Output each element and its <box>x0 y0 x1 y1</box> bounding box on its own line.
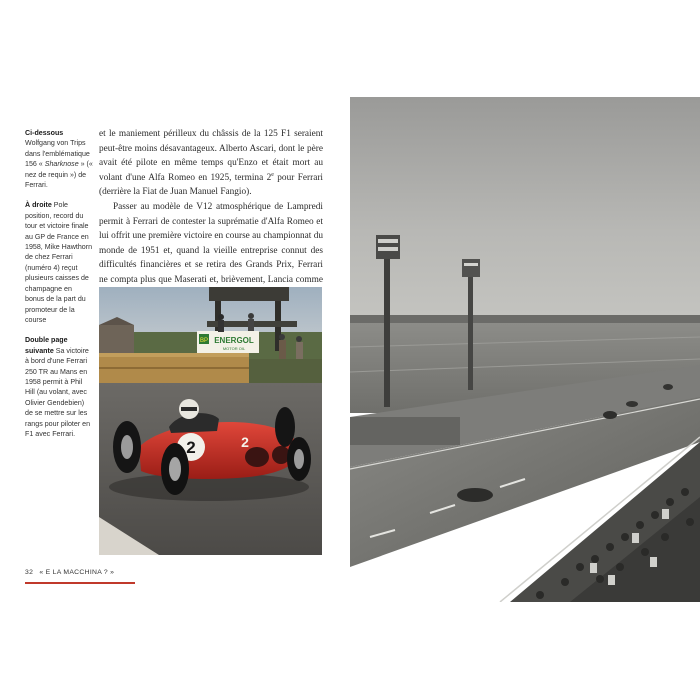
caption-heading: À droite <box>25 201 52 210</box>
running-title: « E LA MACCHINA ? » <box>39 569 115 576</box>
sign-energol-text: ENERGOL <box>214 336 254 345</box>
ordinal-superscript: e <box>271 171 274 178</box>
caption-sidebar <box>25 128 93 449</box>
caption-text: Pole position, record du tour et victoire finale au GP de France en 1958, Mike Hawthorn de chez Ferrari (numéro 4) reçut plusieurs caisses de champagne en bonus de la part du promoteur de la course <box>25 201 93 324</box>
caption-text-italic: Sharknose <box>44 160 79 169</box>
page-number: 32 <box>25 569 34 576</box>
sign-bp-text: BP <box>199 338 209 344</box>
caption-next-spread <box>25 335 93 439</box>
car-number-side: 2 <box>186 438 196 457</box>
caption-text: » (« nez de requin ») de Ferrari. <box>25 160 93 190</box>
body-text: et le maniement périlleux du châssis de la 125 F1 seraient peut-être moins désavantageux. Alberto Ascari, dont le père avait été pilote en même temps qu'Enzo et était mort au volant d'une Alfa Romeo en 1925, termina 2 <box>99 129 323 183</box>
photo-illustration <box>350 97 700 602</box>
car-number-nose: 2 <box>241 434 249 450</box>
photo-illustration <box>99 287 322 555</box>
caption-heading: Ci-dessous <box>25 129 64 137</box>
photo-french-gp-1958 <box>350 97 700 602</box>
body-text-column <box>99 127 323 302</box>
caption-below <box>25 128 93 190</box>
body-paragraph <box>99 127 323 200</box>
caption-text: Wolfgang von Trips dans l'emblématique 156 « <box>25 139 90 169</box>
footer-accent-rule <box>25 582 135 584</box>
caption-text: Sa victoire à bord d'une Ferrari 250 TR au Mans en 1958 permit à Phil Hill (au volant, avec Olivier Gendebien) de se mettre sur les rangs pour piloter en F1 avec Ferrari. <box>25 346 91 438</box>
sign-motor-oil-text: MOTOR OIL <box>222 346 246 351</box>
page-footer <box>25 569 114 576</box>
caption-heading: Double page suivante <box>25 336 68 355</box>
photo-ferrari-sharknose <box>99 287 322 555</box>
caption-right <box>25 200 93 325</box>
body-text: pour Ferrari (derrière la Fiat de Juan Manuel Fangio). <box>99 172 323 198</box>
body-paragraph: Passer au modèle de V12 atmosphérique de Lampredi permit à Ferrari de contester la suprématie d'Alfa Romeo et lui offrit une première victoire en course au championnat du monde de 1951 et, quand la vieille entreprise connut des difficultés financières et se retira des Grands Prix, Ferrari ne compta plus que Maserati et, brièvement, Lancia comme <box>99 201 323 285</box>
